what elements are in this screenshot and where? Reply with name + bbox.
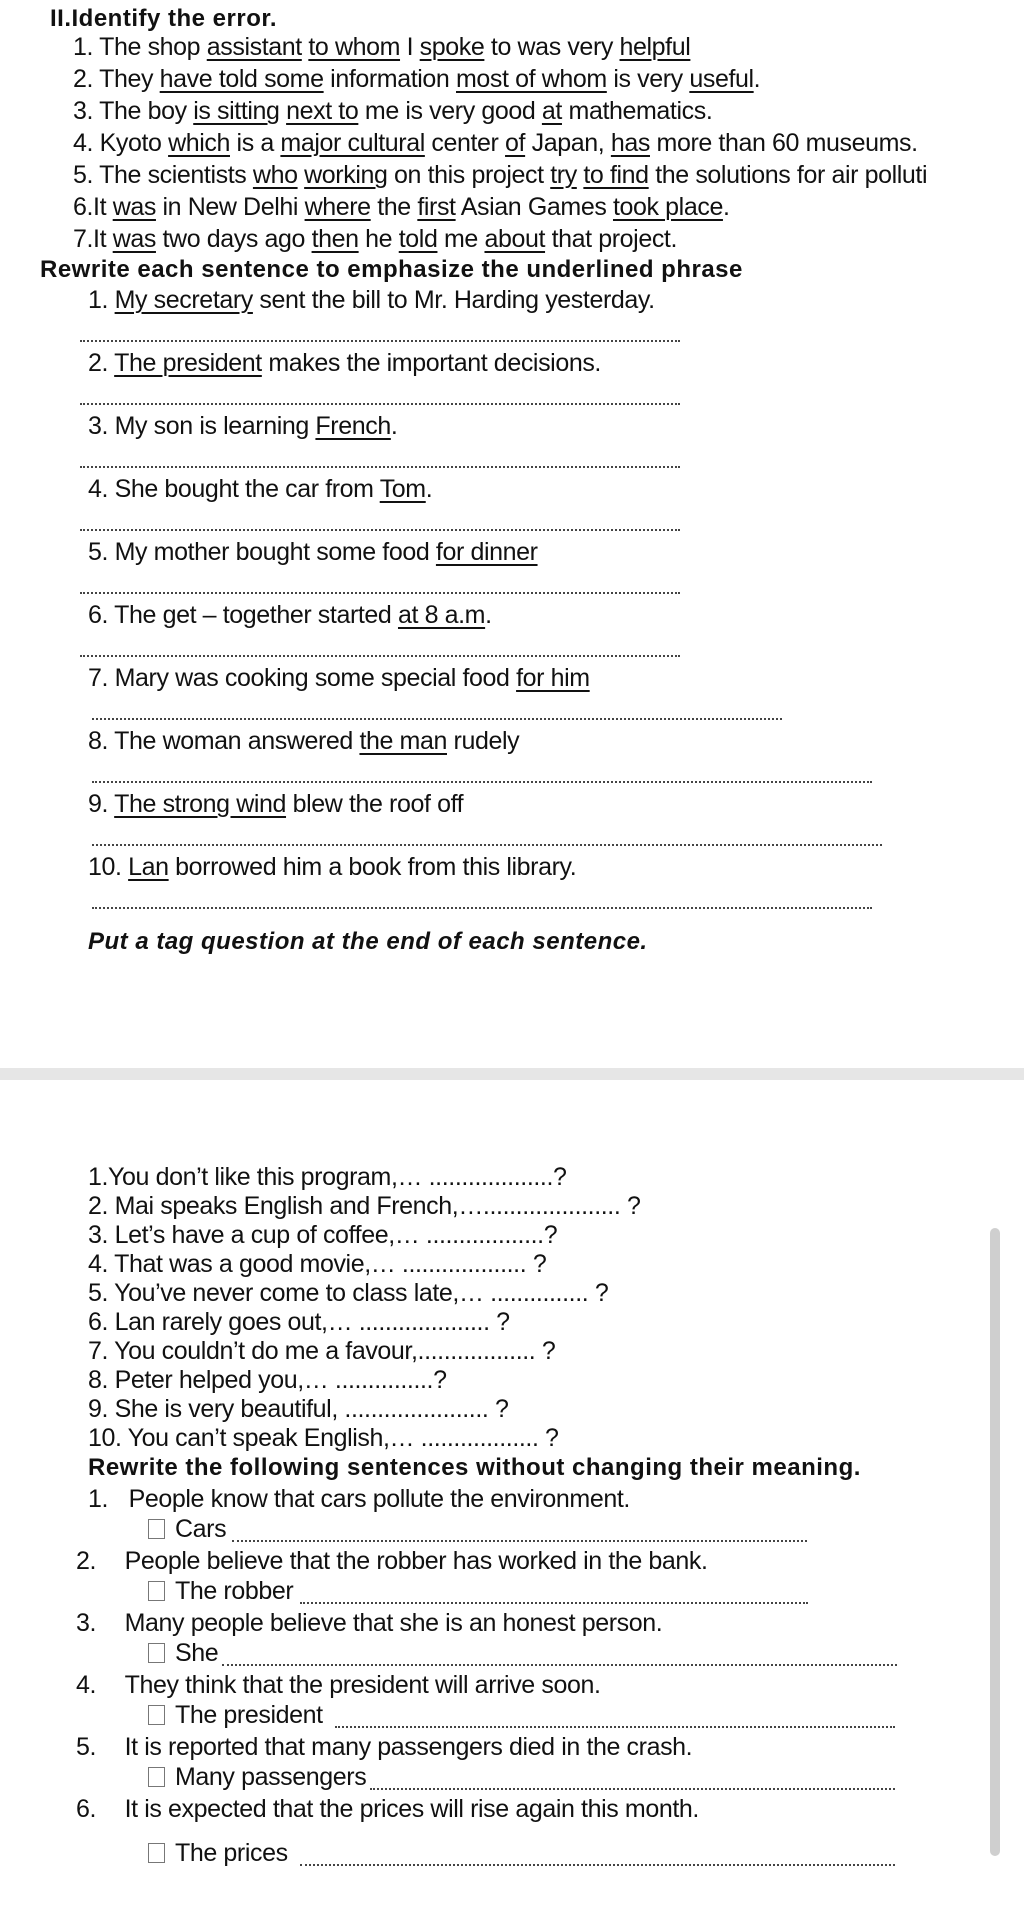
sentence-text: to was very — [484, 33, 620, 61]
prompt-text: The prices — [175, 1839, 288, 1867]
rewrite-answer-line-2[interactable] — [300, 1602, 808, 1604]
error-item-4 — [73, 128, 918, 158]
rewrite-sentence: Many people believe that she is an honest person. — [124, 1609, 663, 1637]
sentence-text: blew the roof off — [286, 790, 464, 818]
underlined-phrase: Tom — [379, 475, 426, 503]
sentence-text: me — [437, 225, 485, 253]
sentence-text: Asian Games — [455, 193, 613, 221]
sentence-text: is a — [230, 129, 281, 157]
sentence-text: makes the important decisions. — [261, 349, 601, 377]
underlined-phrase: of — [505, 129, 526, 157]
checkbox-icon — [148, 1767, 165, 1787]
underlined-phrase: at 8 a.m — [397, 601, 486, 629]
sentence-text: more than 60 museums. — [649, 129, 918, 157]
sentence-text: sent the bill to Mr. Harding yesterday. — [252, 286, 655, 314]
sentence-text: center — [424, 129, 506, 157]
rewrite-prompt-6 — [148, 1838, 288, 1868]
sentence-text: that project. — [545, 225, 678, 253]
underlined-phrase: where — [304, 193, 371, 221]
sentence-text: 3. The boy — [73, 97, 194, 125]
rewrite-sentence: It is reported that many passengers died in the crash. — [124, 1733, 693, 1761]
error-item-7 — [73, 224, 677, 254]
sentence-text: 6.It — [73, 193, 113, 221]
sentence-text: information — [323, 65, 456, 93]
sentence-text: on this project — [387, 161, 551, 189]
underlined-phrase: has — [610, 129, 650, 157]
underlined-phrase: which — [168, 129, 230, 157]
rewrite-answer-line-4[interactable] — [335, 1726, 895, 1728]
rewrite-item-1 — [88, 1484, 630, 1514]
emphasize-item-6 — [88, 600, 492, 630]
rewrite-item-3 — [76, 1608, 662, 1638]
underlined-phrase: The president — [114, 349, 262, 377]
underlined-phrase: who — [252, 161, 298, 189]
rewrite-number: 6. — [76, 1795, 97, 1823]
underlined-phrase: first — [417, 193, 456, 221]
prompt-text: Many passengers — [175, 1763, 367, 1791]
rewrite-answer-line-3[interactable] — [222, 1664, 897, 1666]
sentence-text: 5. The scientists — [73, 161, 253, 189]
answer-line-6[interactable] — [80, 655, 680, 657]
underlined-phrase: to whom — [308, 33, 401, 61]
rewrite-answer-line-6[interactable] — [300, 1864, 895, 1866]
rewrite-prompt-2 — [148, 1576, 293, 1606]
underlined-phrase: about — [484, 225, 546, 253]
underlined-phrase: helpful — [619, 33, 691, 61]
rewrite-item-4 — [76, 1670, 601, 1700]
error-item-2 — [73, 64, 760, 94]
sentence-text: two days ago — [155, 225, 312, 253]
tag-item-4: 4. That was a good movie,… ................... ? — [88, 1250, 547, 1278]
tag-item-9: 9. She is very beautiful, ...................... ? — [88, 1395, 509, 1423]
sentence-text: rudely — [447, 727, 520, 755]
checkbox-icon — [148, 1519, 165, 1539]
sentence-text: 7.It — [73, 225, 113, 253]
sentence-text: in New Delhi — [155, 193, 305, 221]
checkbox-icon — [148, 1581, 165, 1601]
sentence-text: 3. My son is learning — [88, 412, 316, 440]
tag-item-3: 3. Let’s have a cup of coffee,… ..................? — [88, 1221, 558, 1249]
sentence-text: 10. — [88, 853, 129, 881]
error-item-3 — [73, 96, 712, 126]
sentence-text: 8. The woman answered — [88, 727, 360, 755]
sentence-text: 6. The get – together started — [88, 601, 398, 629]
answer-line-9[interactable] — [92, 844, 882, 846]
emphasize-item-3 — [88, 411, 397, 441]
rewrite-sentence: They think that the president will arrive soon. — [124, 1671, 601, 1699]
prompt-text: Cars — [175, 1515, 227, 1543]
prompt-text: The president — [175, 1701, 323, 1729]
underlined-phrase: major cultural — [280, 129, 425, 157]
sentence-text: 9. — [88, 790, 115, 818]
underlined-phrase: then — [311, 225, 359, 253]
error-item-5 — [73, 160, 927, 190]
checkbox-icon — [148, 1843, 165, 1863]
tag-item-1: 1.You don’t like this program,… ...................? — [88, 1163, 567, 1191]
error-item-6 — [73, 192, 730, 222]
underlined-phrase: took place — [612, 193, 723, 221]
page-divider — [0, 1068, 1024, 1080]
sentence-text: 2. They — [73, 65, 160, 93]
rewrite-number: 3. — [76, 1609, 97, 1637]
prompt-text: She — [175, 1639, 219, 1667]
error-item-1 — [73, 32, 690, 62]
underlined-phrase: told — [398, 225, 438, 253]
rewrite-item-6 — [76, 1794, 699, 1824]
emphasize-item-8 — [88, 726, 519, 756]
prompt-text: The robber — [175, 1577, 294, 1605]
sentence-text: mathematics. — [561, 97, 713, 125]
tag-item-6: 6. Lan rarely goes out,… .................... ? — [88, 1308, 510, 1336]
underlined-phrase: next to — [286, 97, 359, 125]
emphasize-item-2 — [88, 348, 601, 378]
rewrite-prompt-4 — [148, 1700, 323, 1730]
underlined-phrase: for him — [516, 664, 590, 692]
rewrite-item-2 — [76, 1546, 708, 1576]
rewrite-item-5 — [76, 1732, 692, 1762]
underlined-phrase: have told some — [159, 65, 324, 93]
rewrite-number: 2. — [76, 1547, 97, 1575]
underlined-phrase: spoke — [419, 33, 485, 61]
scrollbar[interactable] — [990, 1228, 1000, 1856]
tag-item-5: 5. You’ve never come to class late,… ............... ? — [88, 1279, 609, 1307]
sentence-text: 5. My mother bought some food — [88, 538, 436, 566]
sentence-text: 4. Kyoto — [73, 129, 169, 157]
rewrite-sentence: People believe that the robber has worked in the bank. — [124, 1547, 708, 1575]
rewrite-number: 4. — [76, 1671, 97, 1699]
underlined-phrase: working — [304, 161, 388, 189]
tag-item-8: 8. Peter helped you,… ...............? — [88, 1366, 447, 1394]
answer-line-2[interactable] — [80, 403, 680, 405]
sentence-text: . — [390, 412, 398, 440]
rewrite-number: 5. — [76, 1733, 97, 1761]
underlined-phrase: the man — [359, 727, 447, 755]
rewrite-answer-line-5[interactable] — [370, 1788, 895, 1790]
answer-line-3[interactable] — [80, 466, 680, 468]
underlined-phrase: Lan — [128, 853, 169, 881]
section-heading-tag-question: Put a tag question at the end of each sentence. — [88, 928, 648, 955]
sentence-text: . — [425, 475, 433, 503]
underlined-phrase: French — [315, 412, 391, 440]
sentence-text: . — [485, 601, 492, 629]
rewrite-number: 1. — [88, 1485, 109, 1513]
answer-line-1[interactable] — [80, 340, 680, 342]
rewrite-answer-line-1[interactable] — [232, 1540, 807, 1542]
emphasize-item-5 — [88, 537, 538, 567]
underlined-phrase: try — [550, 161, 577, 189]
rewrite-sentence: It is expected that the prices will rise again this month. — [124, 1795, 699, 1823]
sentence-text: borrowed him a book from this library. — [168, 853, 577, 881]
sentence-text: . — [753, 65, 761, 93]
underlined-phrase: to find — [583, 161, 649, 189]
underlined-phrase: most of whom — [456, 65, 607, 93]
answer-line-5[interactable] — [80, 592, 680, 594]
answer-line-10[interactable] — [92, 907, 872, 909]
sentence-text: 1. — [88, 286, 115, 314]
underlined-phrase: was — [112, 193, 156, 221]
emphasize-item-10 — [88, 852, 576, 882]
tag-item-10: 10. You can’t speak English,… .................. ? — [88, 1424, 559, 1452]
answer-line-8[interactable] — [92, 781, 872, 783]
checkbox-icon — [148, 1643, 165, 1663]
underlined-phrase: useful — [689, 65, 754, 93]
emphasize-item-9 — [88, 789, 463, 819]
sentence-text: the — [370, 193, 418, 221]
answer-line-4[interactable] — [80, 529, 680, 531]
underlined-phrase: My secretary — [114, 286, 253, 314]
underlined-phrase: was — [112, 225, 156, 253]
sentence-text: is very — [606, 65, 690, 93]
sentence-text: 1. The shop — [73, 33, 207, 61]
underlined-phrase: The strong wind — [114, 790, 287, 818]
underlined-phrase: for dinner — [435, 538, 538, 566]
underlined-phrase: assistant — [206, 33, 302, 61]
section-heading-emphasize: Rewrite each sentence to emphasize the underlined phrase — [40, 256, 743, 283]
underlined-phrase: is sitting — [193, 97, 280, 125]
sentence-text: 2. — [88, 349, 115, 377]
rewrite-prompt-5 — [148, 1762, 366, 1792]
underlined-phrase: at — [541, 97, 562, 125]
sentence-text: me is very good — [358, 97, 542, 125]
answer-line-7[interactable] — [92, 718, 782, 720]
sentence-text: 7. Mary was cooking some special food — [88, 664, 517, 692]
sentence-text: the solutions for air polluti — [648, 161, 928, 189]
sentence-text: I — [400, 33, 420, 61]
rewrite-prompt-3 — [148, 1638, 218, 1668]
emphasize-item-7 — [88, 663, 590, 693]
sentence-text: Japan, — [525, 129, 611, 157]
tag-item-2: 2. Mai speaks English and French,…..................... ? — [88, 1192, 641, 1220]
rewrite-sentence: People know that cars pollute the environment. — [128, 1485, 630, 1513]
tag-item-7: 7. You couldn’t do me a favour,.................. ? — [88, 1337, 556, 1365]
checkbox-icon — [148, 1705, 165, 1725]
sentence-text: he — [358, 225, 399, 253]
section-heading-identify-error: II.Identify the error. — [50, 5, 278, 32]
section-heading-rewrite: Rewrite the following sentences without changing their meaning. — [88, 1454, 861, 1481]
emphasize-item-1 — [88, 285, 655, 315]
emphasize-item-4 — [88, 474, 432, 504]
sentence-text: . — [722, 193, 730, 221]
rewrite-prompt-1 — [148, 1514, 226, 1544]
sentence-text: 4. She bought the car from — [88, 475, 380, 503]
